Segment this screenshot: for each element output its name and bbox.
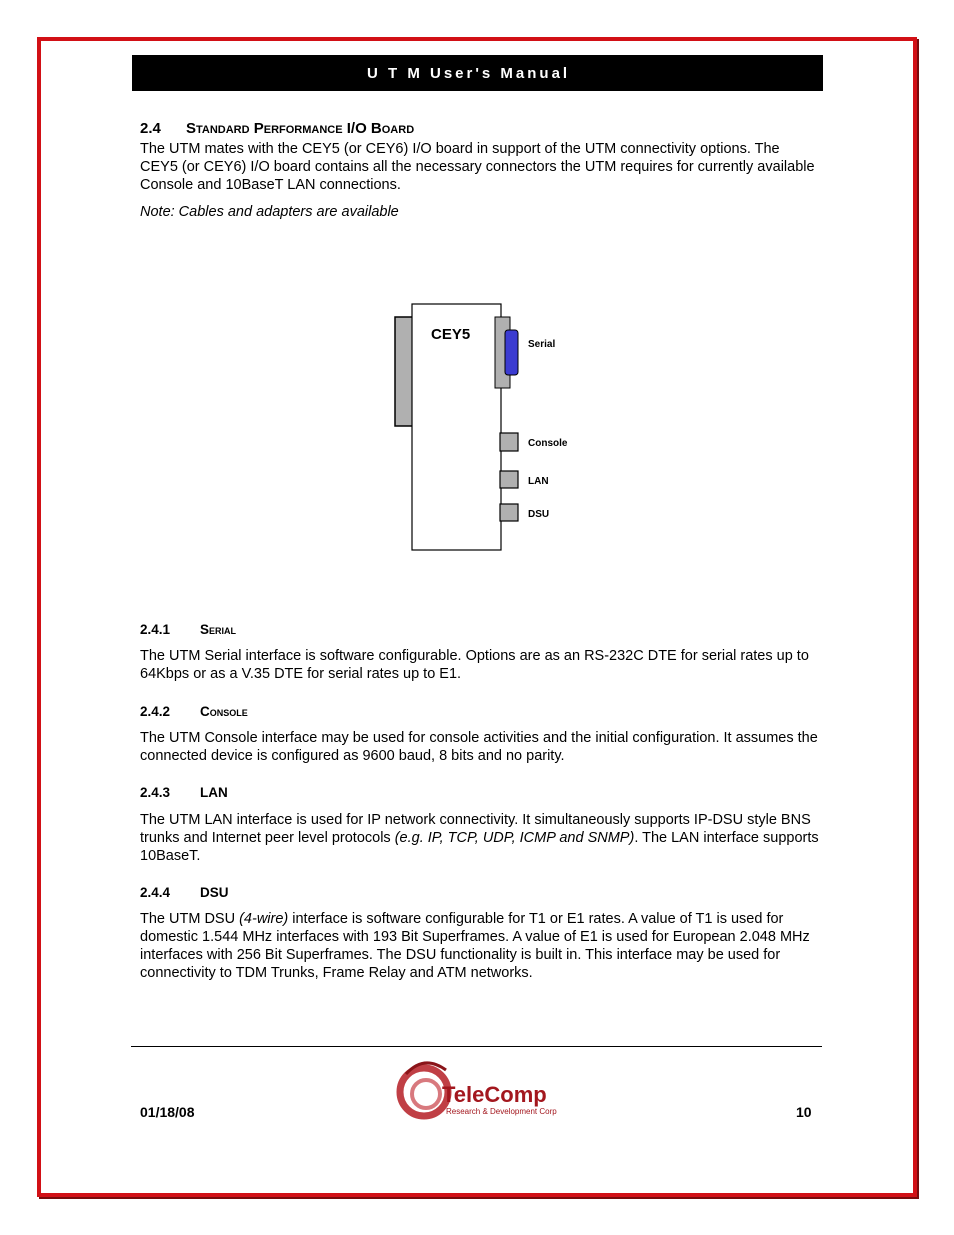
subsection-body-console: The UTM Console interface may be used for console activities and the initial configuration. It assumes the connected device is configured as 9600 baud, 8 bits and no parity.	[140, 730, 818, 764]
subsection-number: 2.4.1	[140, 622, 171, 637]
body-text: . The LAN interface supports 10BaseT.	[140, 830, 819, 864]
manual-title: U T M User's Manual	[367, 64, 571, 82]
body-text: The UTM LAN interface is used for IP network connectivity. It simultaneously supports IP-DSU style BNS trunks and Internet peer level protocols	[140, 812, 811, 846]
section-note: Note: Cables and adapters are available	[140, 204, 399, 220]
section-number: 2.4	[140, 120, 161, 137]
subsection-heading-serial	[140, 622, 236, 637]
subsection-body-serial: The UTM Serial interface is software configurable. Options are as an RS-232C DTE for serial rates up to 64Kbps or as a V.35 DTE for serial rates up to E1.	[140, 648, 809, 682]
page-number: 10	[796, 1104, 812, 1120]
subsection-heading-dsu	[140, 885, 229, 900]
serial-connector	[505, 330, 518, 375]
console-port	[500, 433, 518, 451]
subsection-body-dsu	[140, 910, 820, 982]
manual-header	[132, 55, 823, 91]
body-text-italic: (4-wire)	[239, 911, 289, 927]
cey5-board-diagram	[380, 295, 620, 560]
subsection-title: Serial	[200, 622, 237, 637]
dsu-port	[500, 504, 518, 521]
body-text-italic: (e.g. IP, TCP, UDP, ICMP and SNMP)	[394, 830, 635, 846]
serial-port-label: Serial	[528, 339, 556, 350]
board-edge-connector	[395, 317, 413, 426]
footer-divider	[131, 1046, 822, 1047]
subsection-number: 2.4.3	[140, 785, 171, 800]
subsection-title: Console	[200, 704, 248, 719]
logo-name: TeleComp	[442, 1082, 547, 1107]
subsection-body-lan	[140, 811, 820, 865]
dsu-port-label: DSU	[528, 509, 550, 520]
body-text: interface is software configurable for T1 or E1 rates. A value of T1 is used for domestic 1.544 MHz interfaces with 193 Bit Superframes. A value of E1 is used for European 2.048 MHz interfaces with 256 Bit Superframes. The DSU functionality is built in. This interface may be used for connectivity to TDM Trunks, Frame Relay and ATM networks.	[140, 911, 810, 981]
subsection-title: DSU	[200, 885, 229, 900]
subsection-number: 2.4.2	[140, 704, 171, 719]
telecomp-logo	[396, 1052, 576, 1132]
lan-port-label: LAN	[528, 476, 549, 487]
subsection-title: LAN	[200, 785, 228, 800]
lan-port	[500, 471, 518, 488]
footer-date: 01/18/08	[140, 1104, 195, 1120]
section-heading	[140, 120, 414, 137]
logo-subtitle: Research & Development Corp	[446, 1107, 557, 1116]
section-body: The UTM mates with the CEY5 (or CEY6) I/O board in support of the UTM connectivity options. The CEY5 (or CEY6) I/O board contains all the necessary connectors the UTM requires for currently available Console and 10BaseT LAN connections.	[140, 141, 815, 193]
subsection-number: 2.4.4	[140, 885, 171, 900]
console-port-label: Console	[528, 438, 568, 449]
section-title: Standard Performance I/O Board	[186, 120, 415, 137]
body-text: The UTM DSU	[140, 911, 240, 927]
subsection-heading-lan	[140, 785, 228, 800]
board-label: CEY5	[431, 326, 471, 343]
subsection-heading-console	[140, 704, 248, 719]
